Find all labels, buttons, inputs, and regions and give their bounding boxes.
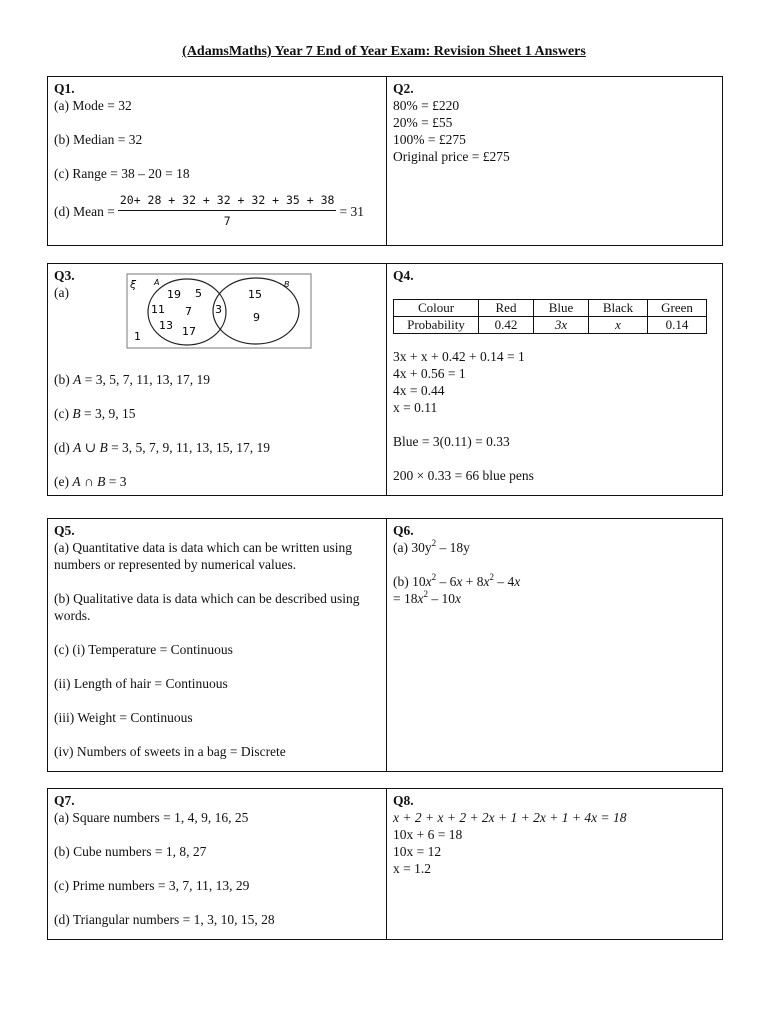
q8-line-4: x = 1.2 bbox=[393, 861, 431, 876]
table-row bbox=[394, 300, 707, 317]
box-q7-q8 bbox=[47, 788, 723, 940]
q3-b: (b) A = 3, 5, 7, 11, 13, 17, 19 bbox=[54, 372, 210, 387]
q5-b: (b) Qualitative data is data which can be described using words. bbox=[54, 591, 360, 623]
table-header: Green bbox=[648, 300, 707, 317]
q4-heading: Q4. bbox=[393, 268, 414, 283]
q4-pens: 200 × 0.33 = 66 blue pens bbox=[393, 468, 534, 483]
venn-a-only: 5 bbox=[195, 287, 202, 300]
mean-denominator: 7 bbox=[223, 214, 231, 228]
q4-work-3: 4x = 0.44 bbox=[393, 383, 445, 398]
probability-table bbox=[393, 299, 707, 334]
cell-q6 bbox=[387, 519, 723, 772]
table-row bbox=[394, 317, 707, 334]
cell-q3 bbox=[48, 264, 387, 496]
q7-b: (b) Cube numbers = 1, 8, 27 bbox=[54, 844, 207, 859]
q3-d: (d) A ∪ B = 3, 5, 7, 9, 11, 13, 15, 17, 19 bbox=[54, 440, 271, 455]
page-title: (AdamsMaths) Year 7 End of Year Exam: Revision Sheet 1 Answers bbox=[182, 44, 586, 59]
q1-c: (c) Range = 38 – 20 = 18 bbox=[54, 166, 190, 181]
q6-a: (a) $30y^2 - 18y$ bbox=[393, 538, 470, 555]
table-cell: x bbox=[589, 317, 648, 334]
q2-line-3: 100% = £275 bbox=[393, 132, 466, 147]
venn-a-only: 11 bbox=[151, 303, 165, 316]
venn-diagram bbox=[126, 273, 312, 349]
venn-intersection: 3 bbox=[215, 303, 222, 316]
cell-q1 bbox=[48, 77, 387, 246]
venn-a-only: 7 bbox=[185, 305, 192, 318]
q3-e: (e) A ∩ B = 3 bbox=[54, 474, 127, 489]
venn-b-only: 15 bbox=[248, 288, 262, 301]
venn-a-only: 17 bbox=[182, 325, 196, 338]
q8-line-1: x + 2 + x + 2 + 2x + 1 + 2x + 1 + 4x = 18 bbox=[393, 810, 627, 825]
venn-b-only: 9 bbox=[253, 311, 260, 324]
cell-q8 bbox=[387, 789, 723, 940]
q1-d-suffix: = 31 bbox=[339, 203, 364, 219]
venn-label-a: A bbox=[154, 278, 160, 287]
q8-heading: Q8. bbox=[393, 793, 414, 808]
q8-line-2: 10x + 6 = 18 bbox=[393, 827, 463, 842]
q5-heading: Q5. bbox=[54, 523, 75, 538]
q2-heading: Q2. bbox=[393, 81, 414, 96]
mean-numerator: 20+ 28 + 32 + 32 + 32 + 35 + 38 bbox=[118, 192, 337, 211]
q1-d-prefix: (d) Mean = bbox=[54, 203, 115, 219]
box-q3-q4 bbox=[47, 263, 723, 496]
q2-line-1: 80% = £220 bbox=[393, 98, 460, 113]
q2-line-4: Original price = £275 bbox=[393, 149, 510, 164]
table-cell: 0.42 bbox=[479, 317, 534, 334]
q3-c: (c) B = 3, 9, 15 bbox=[54, 406, 136, 421]
q1-heading: Q1. bbox=[54, 81, 75, 96]
q7-c: (c) Prime numbers = 3, 7, 11, 13, 29 bbox=[54, 878, 250, 893]
venn-a-only: 19 bbox=[167, 288, 181, 301]
q1-b: (b) Median = 32 bbox=[54, 132, 143, 147]
box-q5-q6 bbox=[47, 518, 723, 772]
q2-line-2: 20% = £55 bbox=[393, 115, 453, 130]
q5-c-iii: (iii) Weight = Continuous bbox=[54, 710, 193, 725]
q3-heading: Q3. bbox=[54, 268, 75, 283]
cell-q2 bbox=[387, 77, 723, 246]
cell-q5 bbox=[48, 519, 387, 772]
q5-c-iv: (iv) Numbers of sweets in a bag = Discrete bbox=[54, 744, 286, 759]
q8-line-3: 10x = 12 bbox=[393, 844, 442, 859]
q7-a: (a) Square numbers = 1, 4, 9, 16, 25 bbox=[54, 810, 249, 825]
table-header: Blue bbox=[534, 300, 589, 317]
q4-work-1: 3x + x + 0.42 + 0.14 = 1 bbox=[393, 349, 525, 364]
q5-a: (a) Quantitative data is data which can be written using numbers or represented by numerical values. bbox=[54, 540, 353, 572]
table-header: Colour bbox=[394, 300, 479, 317]
q6-heading: Q6. bbox=[393, 523, 414, 538]
q7-d: (d) Triangular numbers = 1, 3, 10, 15, 28 bbox=[54, 912, 275, 927]
table-cell: 3x bbox=[534, 317, 589, 334]
q6-b-result: = $18x^2 - 10x$ bbox=[393, 589, 461, 606]
table-cell: 0.14 bbox=[648, 317, 707, 334]
venn-outside: 1 bbox=[134, 330, 141, 343]
q4-work-4: x = 0.11 bbox=[393, 400, 438, 415]
venn-xi: ξ bbox=[130, 278, 137, 291]
cell-q7 bbox=[48, 789, 387, 940]
table-cell: Probability bbox=[394, 317, 479, 334]
q5-c-ii: (ii) Length of hair = Continuous bbox=[54, 676, 228, 691]
venn-a-only: 13 bbox=[159, 319, 173, 332]
box-q1-q2 bbox=[47, 76, 723, 246]
q7-heading: Q7. bbox=[54, 793, 75, 808]
q5-c-i: (c) (i) Temperature = Continuous bbox=[54, 642, 233, 657]
q4-blue: Blue = 3(0.11) = 0.33 bbox=[393, 434, 510, 449]
q1-a: (a) Mode = 32 bbox=[54, 98, 132, 113]
q1-d bbox=[54, 192, 381, 230]
cell-q4 bbox=[387, 264, 723, 496]
venn-label-b: B bbox=[284, 280, 290, 289]
mean-fraction bbox=[118, 192, 337, 230]
q6-b: (b) $10x^2 - 6x + 8x^2 - 4x$ bbox=[393, 572, 521, 589]
table-header: Black bbox=[589, 300, 648, 317]
q3-a: (a) bbox=[54, 285, 69, 300]
table-header: Red bbox=[479, 300, 534, 317]
q4-work-2: 4x + 0.56 = 1 bbox=[393, 366, 466, 381]
